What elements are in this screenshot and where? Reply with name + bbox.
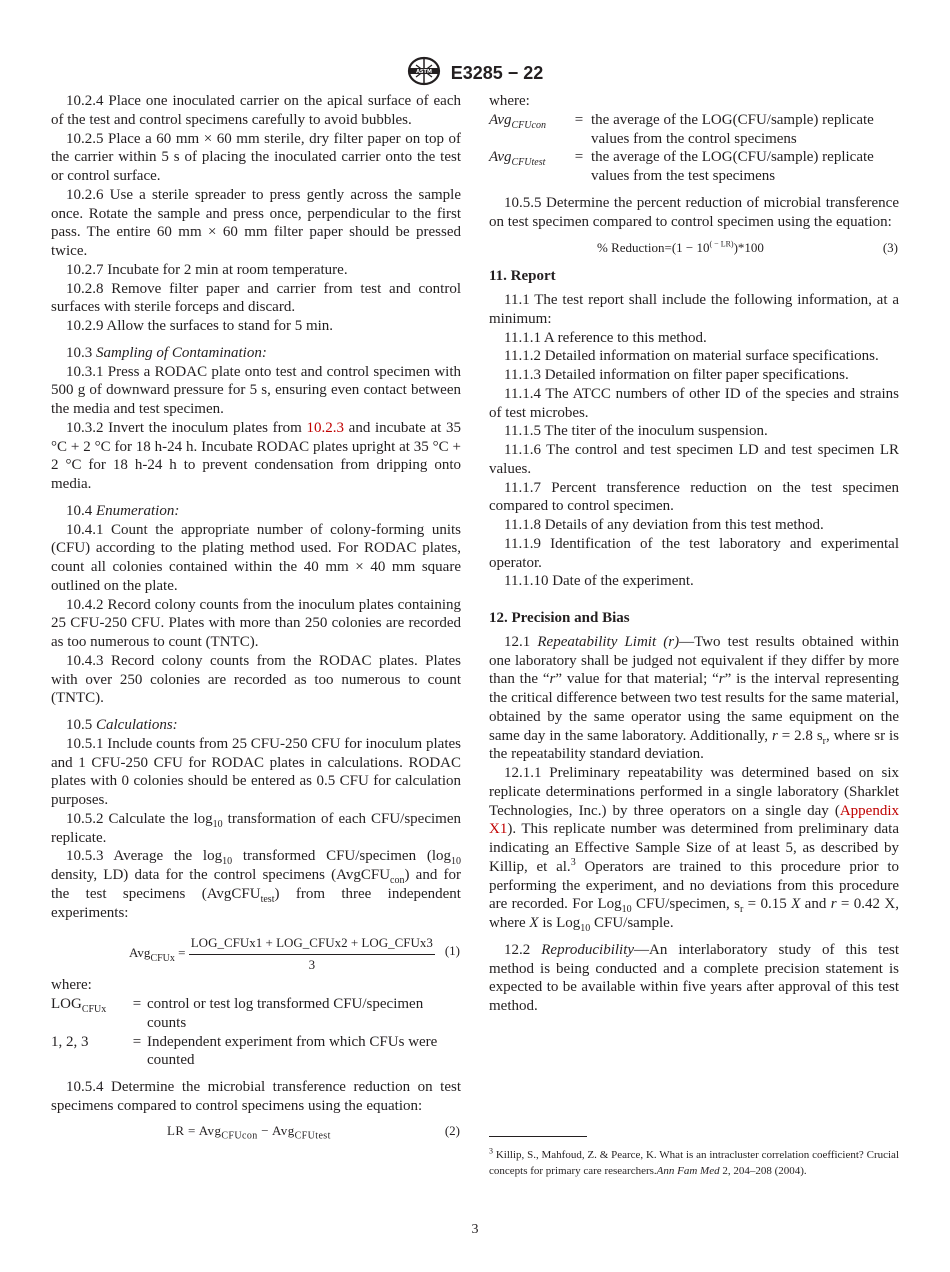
subheading: Reproducibility (541, 941, 635, 958)
subscript: 10 (621, 904, 632, 916)
footnote-text: Killip, S., Mahfoud, Z. & Pearce, K. What is an intracluster correlation coefficient? Crucial concepts for primary care researchers. (489, 1149, 899, 1177)
section-link-10-2-3[interactable]: 10.2.3 (306, 419, 344, 436)
para-10-2-9: 10.2.9 Allow the surfaces to stand for 5 min. (66, 318, 334, 334)
text: 10.5.3 Average the log (66, 848, 223, 865)
subscript: con (390, 875, 405, 886)
para-10-2-6: 10.2.6 Use a sterile spreader to press gently across the sample once. Rotate the sample and press once, perpendicular to the first pass. The entire 60 mm × 60 mm filter paper should be pressed twice. (51, 186, 461, 259)
heading-title: Sampling of Contamination: (96, 344, 267, 361)
para-11-1-4: 11.1.4 The ATCC numbers of other ID of the species and strains of test microbes. (489, 385, 899, 421)
symbol: r (549, 671, 556, 688)
svg-text:ASTM: ASTM (415, 69, 432, 75)
heading-12: 12. Precision and Bias (489, 610, 630, 626)
text: = 0.42 X, where (489, 896, 899, 931)
text: CFU/sample. (590, 915, 674, 931)
left-column (51, 92, 461, 1146)
text: and incubate at 35 °C + 2 °C for 18 h-24 h. Incubate RODAC plates upright at 35 °C + 2 °C for 18 h-24 h to prevent condensation from dripping onto media. (51, 419, 461, 492)
subscript: r (822, 735, 826, 747)
eq1-denominator: 3 (308, 957, 316, 972)
equation-number: (3) (882, 240, 898, 256)
symbol: r (718, 671, 725, 688)
equation-number: (2) (444, 1122, 460, 1138)
symbol: LOG (51, 996, 82, 1012)
where-symbol (489, 111, 567, 149)
where-row (51, 995, 461, 1033)
para-11-1-7: 11.1.7 Percent transference reduction on the test specimen compared to control specimen. (489, 479, 899, 515)
text: density, LD) data for the control specimens (AvgCFU (51, 867, 391, 883)
heading-11: 11. Report (489, 268, 556, 285)
footnote-marker: 3 (570, 856, 576, 868)
where-definition: control or test log transformed CFU/specimen counts (147, 996, 424, 1031)
subscript: 10 (212, 818, 223, 830)
where-definition: the average of the LOG(CFU/sample) replicate values from the control specimens (591, 111, 874, 147)
equation-2 (51, 1120, 461, 1146)
para-10-5-1: 10.5.1 Include counts from 25 CFU-250 CFU for inoculum plates and 1 CFU-250 CFU for RODAC plates in calculations. RODAC plates with 0 colonies should be entered as 0.5 CFU for calculation purposes. (51, 735, 461, 808)
para-10-4-3: 10.4.3 Record colony counts from the RODAC plates. Plates with over 250 colonies are recorded as too numerous to count (TNTC). (51, 652, 461, 707)
text: ) and for the test specimens (AvgCFU (51, 867, 461, 902)
text: ) from three independent experiments: (51, 885, 461, 921)
subscript: r (739, 904, 744, 916)
where-row (489, 148, 899, 186)
symbol: r (771, 727, 778, 744)
superscript: ( − LR) (709, 239, 734, 249)
para-10-4-1: 10.4.1 Count the appropriate number of colony-forming units (CFU) according to the plating method used. For RODAC plates, count all colonies contained within the 40 mm × 40 mm square outlined on the plate. (51, 521, 461, 594)
eq1-numerator: LOG_CFUx1 + LOG_CFUx2 + LOG_CFUx3 (189, 934, 435, 955)
para-12-1 (489, 633, 899, 764)
heading-title: Calculations: (96, 717, 178, 733)
para-11-1-1: 11.1.1 A reference to this method. (504, 329, 707, 346)
symbol: X (529, 915, 539, 931)
para-11-1-3: 11.1.3 Detailed information on filter paper specifications. (504, 367, 849, 383)
page-number: 3 (471, 1222, 479, 1237)
para-10-3-2 (51, 419, 461, 494)
where-equals: = (132, 1033, 142, 1050)
text: ” is the interval representing the critical difference between two test results for the same material, obtained by the same operator using the same equipment on the same day in the same laboratory. Additionally, (489, 671, 900, 744)
standard-designation: E3285 − 22 (450, 63, 544, 83)
text: 12.1.1 Preliminary repeatability was determined based on six replicate determinations performed in a single laboratory (Sharklet Technologies, Inc.) by three operators on a single day ( (489, 765, 899, 819)
where-equals: = (574, 111, 584, 128)
heading-10-3 (51, 344, 461, 363)
text: 10.3.2 Invert the inoculum plates from (66, 419, 307, 436)
para-10-5-4: 10.5.4 Determine the microbial transference reduction on test specimens compared to control specimens using the equation: (51, 1079, 461, 1114)
eq3-text: % Reduction=(1 − 10 (597, 240, 710, 256)
subheading: Repeatability Limit (r) (537, 633, 680, 650)
symbol: Avg (489, 149, 512, 166)
heading-number: 10.5 (66, 717, 93, 733)
heading-title: Enumeration: (96, 502, 180, 519)
subscript: 10 (222, 856, 233, 868)
appendix-x1-link[interactable]: Appendix X1 (489, 802, 899, 838)
text: CFU/specimen, s (631, 896, 740, 913)
para-10-2-7: 10.2.7 Incubate for 2 min at room temperature. (66, 261, 348, 278)
para-12-2 (489, 941, 899, 1016)
footnote-divider (489, 1136, 587, 1137)
para-10-5-5: 10.5.5 Determine the percent reduction of microbial transference on test specimen compared to control specimen using the equation: (489, 194, 899, 230)
text: transformation of each CFU/specimen replicate. (51, 810, 461, 846)
text: = 2.8 s (777, 727, 823, 744)
subscript: test (260, 893, 275, 905)
eq1-fraction (189, 934, 435, 975)
where-symbol: 1, 2, 3 (51, 1033, 89, 1050)
para-12-1-1 (489, 764, 899, 933)
subscript: CFUx (150, 953, 175, 965)
subscript: 10 (451, 856, 461, 868)
symbol: r (830, 896, 837, 913)
where-label: where: (489, 93, 530, 109)
where-symbol (489, 148, 567, 186)
text: is Log (538, 915, 581, 931)
right-column (489, 92, 899, 1016)
eq2-text: − Avg (257, 1122, 295, 1138)
text: , where sr is the repeatability standard deviation. (489, 727, 900, 763)
astm-logo-icon (407, 56, 441, 91)
para-11-1-9: 11.1.9 Identification of the test laboratory and experimental operator. (489, 535, 899, 571)
eq1-lhs: Avg (129, 945, 151, 961)
eq3-text: )*100 (733, 240, 764, 256)
heading-number: 10.4 (66, 502, 93, 519)
para-11-1-2: 11.1.2 Detailed information on material surface specifications. (504, 348, 879, 365)
symbol: Avg (489, 111, 512, 128)
text: = 0.15 (743, 896, 792, 913)
text: —An interlaboratory study of this test method is being conducted and a complete precision statement is expected to be available within five years after approval of this test method. (489, 941, 900, 1014)
subscript: CFUcon (511, 119, 546, 131)
para-10-2-4: 10.2.4 Place one inoculated carrier on the apical surface of each of the test and control specimens carefully to avoid bubbles. (51, 93, 461, 128)
symbol: X (791, 896, 801, 913)
text: transformed CFU/specimen (log (232, 848, 451, 865)
eq2-text: LR = Avg (167, 1122, 222, 1138)
para-11-1: 11.1 The test report shall include the following information, at a minimum: (489, 292, 899, 327)
equation-1 (51, 930, 461, 976)
para-10-5-3 (51, 847, 461, 922)
subscript: CFUcon (221, 1130, 258, 1142)
subscript: 10 (580, 923, 591, 934)
where-equals: = (574, 149, 584, 166)
subscript: CFUx (81, 1004, 107, 1015)
text: and (800, 896, 831, 913)
where-equals: = (132, 996, 142, 1012)
page-header (0, 56, 950, 91)
heading-number: 10.3 (66, 344, 93, 361)
where-row (489, 111, 899, 149)
para-11-1-5: 11.1.5 The titer of the inoculum suspension. (504, 423, 768, 440)
text: ” value for that material; “ (555, 671, 719, 688)
para-10-5-2 (51, 810, 461, 848)
footnote-text: 2, 204–208 (2004). (719, 1164, 807, 1177)
where-symbol (51, 995, 127, 1033)
para-10-2-5: 10.2.5 Place a 60 mm × 60 mm sterile, dry filter paper on top of the carrier within 5 s of placing the inoculated carrier onto the test or control surface. (51, 130, 461, 184)
footnote-3 (489, 1148, 899, 1179)
equation-3 (489, 235, 899, 265)
text: ). This replicate number was determined from preliminary data indicating an Effective Sample Size of at least 5, as described by Killip, et al. (489, 821, 899, 875)
subscript: CFUtest (294, 1130, 331, 1142)
footnote-marker: 3 (489, 1146, 493, 1156)
subscript: CFUtest (511, 157, 546, 169)
text: 10.5.2 Calculate the log (66, 810, 213, 827)
para-11-1-10: 11.1.10 Date of the experiment. (504, 573, 694, 590)
para-11-1-8: 11.1.8 Details of any deviation from this test method. (504, 517, 824, 533)
text: Operators are trained to this procedure prior to performing the experiment, and no deviations from this procedure are recorded. For Log (489, 858, 900, 913)
para-11-1-6: 11.1.6 The control and test specimen LD and test specimen LR values. (489, 442, 899, 477)
para-10-4-2: 10.4.2 Record colony counts from the inoculum plates containing 25 CFU-250 CFU. Plates with more than 250 colonies are recorded as too numerous to count (TNTC). (51, 596, 461, 650)
where-label: where: (51, 977, 92, 994)
text: 12.2 (504, 941, 542, 958)
text: 12.1 (504, 633, 538, 650)
text: —Two test results obtained within one laboratory shall be judged not equivalent if they differ by more than the “ (489, 633, 899, 688)
heading-10-4 (51, 502, 461, 521)
para-10-2-8: 10.2.8 Remove filter paper and carrier from test and control surfaces with sterile forceps and discard. (51, 280, 461, 316)
equation-number: (1) (444, 943, 460, 959)
where-row (51, 1033, 461, 1071)
heading-10-5 (51, 716, 461, 735)
journal-name: Ann Fam Med (656, 1164, 720, 1177)
where-definition: Independent experiment from which CFUs were counted (147, 1033, 438, 1069)
para-10-3-1: 10.3.1 Press a RODAC plate onto test and control specimen with 500 g of downward pressure for 5 s, ensuring even contact between the media and test specimen. (51, 363, 461, 417)
where-definition: the average of the LOG(CFU/sample) replicate values from the test specimens (591, 149, 874, 184)
equals-sign: = (178, 945, 186, 961)
